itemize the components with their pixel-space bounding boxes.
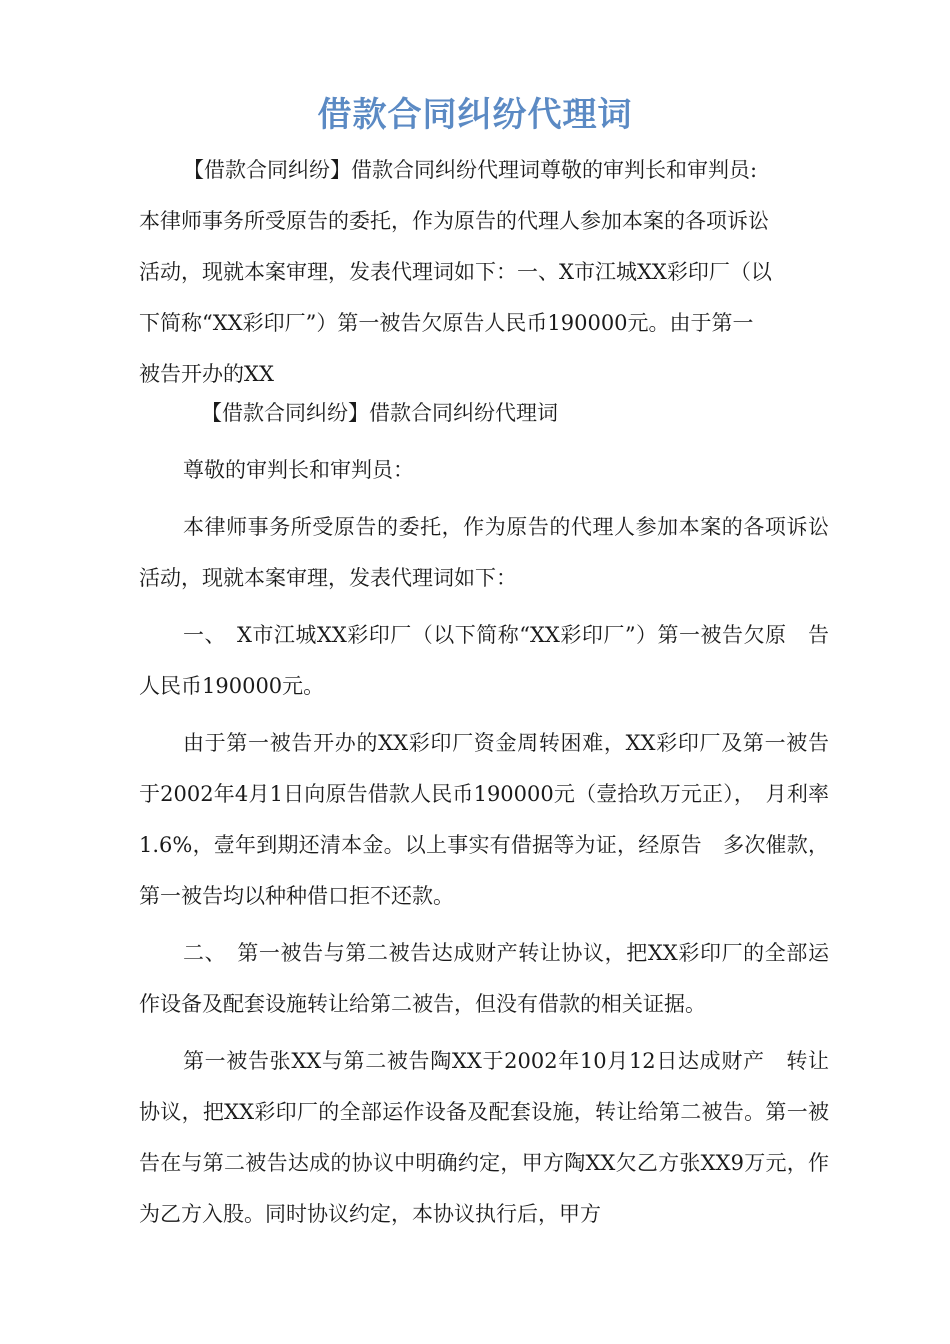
document-title: 借款合同纠纷代理词 bbox=[317, 95, 633, 135]
body-paragraph: 由于第一被告开办的XX彩印厂资金周转困难，XX彩印厂及第一被告于2002年4月1日向原告借款人民币190000元（壹拾玖万元正）， 月利率1.6%，壹年到期还清本金。以上事实有借据等为证，经原告 多次催款，第一被告均以种种借口拒不还款。 bbox=[139, 731, 829, 908]
body-paragraph: 第一被告张XX与第二被告陶XX于2002年10月12日达成财产 转让协议，把XX彩印厂的全部运作设备及配套设施，转让给第二被告。第一被告在与第二被告达成的协议中明确约定，甲方陶XX欠乙方张XX9万元，作为乙方入股。同时协议约定，本协议执行后，甲方 bbox=[139, 1049, 829, 1226]
section-heading: 【借款合同纠纷】借款合同纠纷代理词 bbox=[201, 401, 558, 425]
point-one-heading: 一、 X市江城XX彩印厂（以下简称“XX彩印厂”）第一被告欠原 告人民币190000元。 bbox=[139, 623, 829, 698]
summary-line: 下简称“XX彩印厂”）第一被告欠原告人民币190000元。由于第一 bbox=[139, 311, 754, 335]
body-paragraph: 本律师事务所受原告的委托，作为原告的代理人参加本案的各项诉讼活动，现就本案审理，发表代理词如下： bbox=[139, 515, 829, 590]
summary-line: 【借款合同纠纷】借款合同纠纷代理词尊敬的审判长和审判员: bbox=[183, 158, 758, 182]
summary-line: 活动，现就本案审理，发表代理词如下：一、X市江城XX彩印厂（以 bbox=[139, 260, 772, 284]
summary-line: 被告开办的XX bbox=[139, 362, 274, 386]
summary-block bbox=[139, 145, 829, 400]
body-block bbox=[139, 388, 829, 1240]
summary-line: 本律师事务所受原告的委托，作为原告的代理人参加本案的各项诉讼 bbox=[139, 209, 769, 233]
salutation: 尊敬的审判长和审判员： bbox=[183, 458, 414, 482]
point-two-heading: 二、 第一被告与第二被告达成财产转让协议，把XX彩印厂的全部运作设备及配套设施转让给第二被告，但没有借款的相关证据。 bbox=[139, 941, 829, 1016]
